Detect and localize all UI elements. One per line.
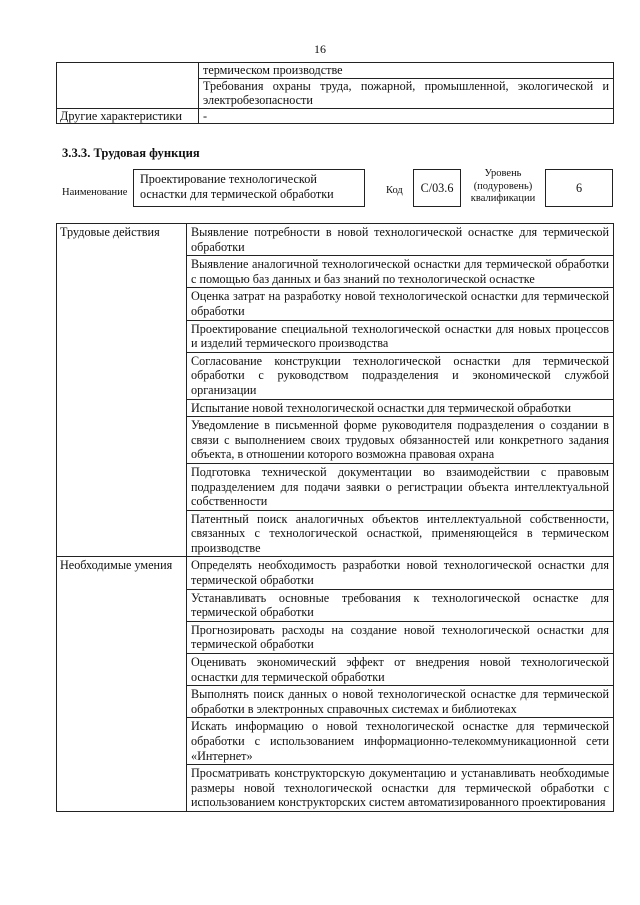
labor-actions-item: Выявление потребности в новой технологической оснастке для термической обработки: [187, 224, 614, 256]
labor-actions-label: Трудовые действия: [57, 224, 187, 557]
continuation-cell: термическом производстве: [199, 63, 614, 79]
labor-actions-item: Испытание новой технологической оснастки для термической обработки: [187, 399, 614, 417]
table-row: [57, 557, 614, 589]
labor-actions-item: Подготовка технической документации во взаимодействии с правовым подразделением для подачи заявки о регистрации объекта интеллектуальной собственности: [187, 463, 614, 510]
level-label: Уровень (подуровень) квалификации: [470, 168, 536, 204]
labor-actions-item: Уведомление в письменной форме руководителя подразделения о создании в связи с выполнением своих трудовых обязанностей или конкретного задания объекта, в отношении которого возможна правовая охрана: [187, 417, 614, 464]
labor-actions-item: Проектирование специальной технологической оснастки для новых процессов и изделий термического производства: [187, 320, 614, 352]
labor-actions-item: Согласование конструкции технологической оснастки для термической обработки с руководством подразделения и экономической службой организации: [187, 352, 614, 399]
name-label: Наименование: [62, 187, 128, 198]
section-heading: 3.3.3. Трудовая функция: [62, 146, 200, 160]
required-skills-item: Прогнозировать расходы на создание новой технологической оснастки для термической обработки: [187, 621, 614, 653]
function-code: С/03.6: [413, 169, 461, 207]
required-skills-item: Оценивать экономический эффект от внедрения новой технологической оснастки для термической обработки: [187, 654, 614, 686]
code-label: Код: [386, 185, 403, 196]
other-characteristics-value: -: [199, 108, 614, 124]
required-skills-item: Просматривать конструкторскую документацию и устанавливать необходимые размеры новой технологической оснастки для термической обработки с использованием конструкторских систем автоматизированного проектирования: [187, 765, 614, 812]
required-skills-item: Определять необходимость разработки новой технологической оснастки для термической обработки: [187, 557, 614, 589]
table-row: [57, 63, 614, 79]
empty-cell: [57, 63, 199, 109]
function-name: Проектирование технологической оснастки для термической обработки: [133, 169, 365, 207]
function-table: [56, 223, 614, 812]
required-skills-item: Искать информацию о новой технологической оснастке для термической обработки с использованием информационно-телекоммуникационной сети «Интернет»: [187, 718, 614, 765]
labor-actions-item: Оценка затрат на разработку новой технологической оснастки для термической обработки: [187, 288, 614, 320]
required-skills-label: Необходимые умения: [57, 557, 187, 812]
required-skills-item: Выполнять поиск данных о новой технологической оснастке для термической обработки в электронных справочных системах и библиотеках: [187, 686, 614, 718]
qualification-level: 6: [545, 169, 613, 207]
function-table-body: [57, 224, 614, 812]
required-skills-item: Устанавливать основные требования к технологической оснастке для термической обработки: [187, 589, 614, 621]
labor-actions-item: Патентный поиск аналогичных объектов интеллектуальной собственности, связанных с технологической оснасткой, применяющейся в термическом производстве: [187, 510, 614, 557]
labor-actions-item: Выявление аналогичной технологической оснастки для термической обработки с помощью баз данных и баз знаний по технологической оснастке: [187, 256, 614, 288]
continued-table: [56, 62, 614, 124]
requirement-cell: Требования охраны труда, пожарной, промышленной, экологической и электробезопасности: [199, 78, 614, 108]
table-row: [57, 224, 614, 256]
other-characteristics-label: Другие характеристики: [57, 108, 199, 124]
page-number: 16: [314, 42, 326, 56]
table-row: [57, 108, 614, 124]
